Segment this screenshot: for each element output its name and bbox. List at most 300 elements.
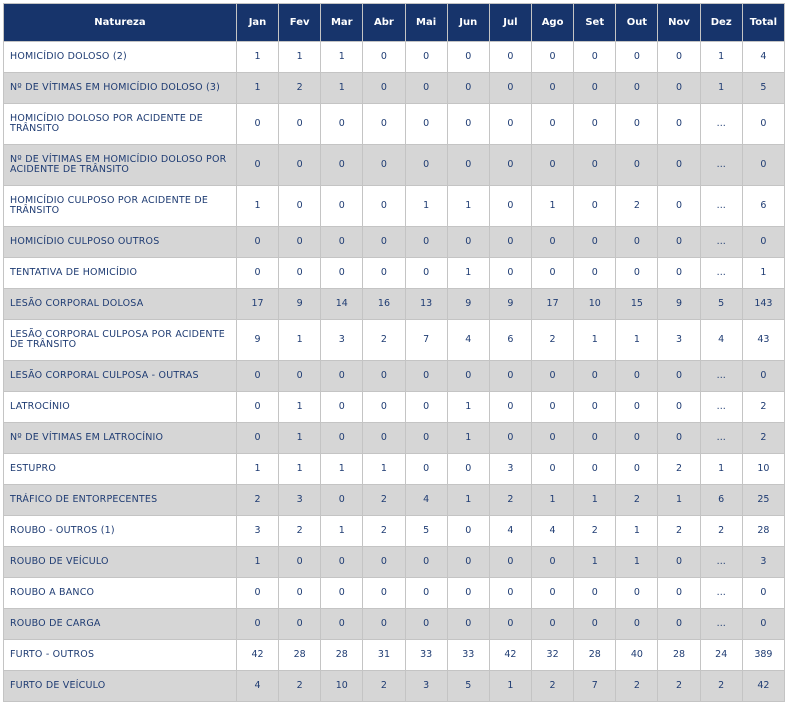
month-value-cell: 5 xyxy=(448,671,489,701)
month-value-cell: 0 xyxy=(532,423,573,453)
month-value-cell: ... xyxy=(701,423,742,453)
month-value-cell: 0 xyxy=(237,145,278,185)
natureza-cell: Nº DE VÍTIMAS EM HOMICÍDIO DOLOSO (3) xyxy=(4,73,236,103)
month-value-cell: 0 xyxy=(279,361,320,391)
header-out: Out xyxy=(616,4,657,41)
month-value-cell: 0 xyxy=(448,104,489,144)
table-row xyxy=(4,547,784,577)
month-value-cell: 0 xyxy=(406,258,447,288)
month-value-cell: 4 xyxy=(237,671,278,701)
month-value-cell: 0 xyxy=(490,423,531,453)
month-value-cell: ... xyxy=(701,361,742,391)
month-value-cell: 3 xyxy=(658,320,699,360)
table-row xyxy=(4,392,784,422)
month-value-cell: 0 xyxy=(321,423,362,453)
total-cell: 143 xyxy=(743,289,784,319)
month-value-cell: 0 xyxy=(490,547,531,577)
total-cell: 0 xyxy=(743,578,784,608)
month-value-cell: 0 xyxy=(616,361,657,391)
month-value-cell: 1 xyxy=(448,392,489,422)
month-value-cell: 0 xyxy=(658,145,699,185)
month-value-cell: 28 xyxy=(279,640,320,670)
month-value-cell: 9 xyxy=(490,289,531,319)
natureza-cell: FURTO - OUTROS xyxy=(4,640,236,670)
month-value-cell: 0 xyxy=(406,42,447,72)
month-value-cell: 0 xyxy=(406,609,447,639)
month-value-cell: 0 xyxy=(406,547,447,577)
month-value-cell: 0 xyxy=(532,73,573,103)
month-value-cell: 10 xyxy=(574,289,615,319)
header-set: Set xyxy=(574,4,615,41)
month-value-cell: 2 xyxy=(701,671,742,701)
month-value-cell: 0 xyxy=(574,578,615,608)
total-cell: 0 xyxy=(743,609,784,639)
month-value-cell: ... xyxy=(701,578,742,608)
month-value-cell: 0 xyxy=(406,454,447,484)
month-value-cell: 0 xyxy=(616,42,657,72)
header-abr: Abr xyxy=(363,4,404,41)
table-row xyxy=(4,361,784,391)
month-value-cell: 0 xyxy=(490,73,531,103)
month-value-cell: 1 xyxy=(658,485,699,515)
month-value-cell: ... xyxy=(701,104,742,144)
month-value-cell: 1 xyxy=(448,423,489,453)
month-value-cell: 0 xyxy=(237,361,278,391)
month-value-cell: 42 xyxy=(490,640,531,670)
month-value-cell: 0 xyxy=(616,73,657,103)
table-row xyxy=(4,516,784,546)
month-value-cell: 1 xyxy=(237,186,278,226)
total-cell: 0 xyxy=(743,361,784,391)
month-value-cell: 2 xyxy=(490,485,531,515)
month-value-cell: 0 xyxy=(279,547,320,577)
month-value-cell: 33 xyxy=(406,640,447,670)
month-value-cell: 1 xyxy=(406,186,447,226)
month-value-cell: 0 xyxy=(532,104,573,144)
natureza-cell: FURTO DE VEÍCULO xyxy=(4,671,236,701)
month-value-cell: 1 xyxy=(574,320,615,360)
month-value-cell: 0 xyxy=(658,73,699,103)
month-value-cell: ... xyxy=(701,609,742,639)
month-value-cell: 10 xyxy=(321,671,362,701)
month-value-cell: 17 xyxy=(532,289,573,319)
month-value-cell: 0 xyxy=(490,392,531,422)
month-value-cell: 1 xyxy=(616,547,657,577)
month-value-cell: 0 xyxy=(321,609,362,639)
month-value-cell: 0 xyxy=(490,361,531,391)
natureza-cell: TENTATIVA DE HOMICÍDIO xyxy=(4,258,236,288)
month-value-cell: 0 xyxy=(279,578,320,608)
month-value-cell: 28 xyxy=(574,640,615,670)
natureza-cell: LATROCÍNIO xyxy=(4,392,236,422)
month-value-cell: 2 xyxy=(616,671,657,701)
table-row xyxy=(4,227,784,257)
month-value-cell: 0 xyxy=(406,423,447,453)
month-value-cell: 3 xyxy=(279,485,320,515)
month-value-cell: 40 xyxy=(616,640,657,670)
month-value-cell: 17 xyxy=(237,289,278,319)
month-value-cell: 0 xyxy=(448,547,489,577)
month-value-cell: 0 xyxy=(616,227,657,257)
month-value-cell: 0 xyxy=(532,361,573,391)
month-value-cell: 0 xyxy=(532,454,573,484)
month-value-cell: 0 xyxy=(616,578,657,608)
month-value-cell: 2 xyxy=(363,485,404,515)
month-value-cell: ... xyxy=(701,145,742,185)
month-value-cell: 1 xyxy=(532,485,573,515)
month-value-cell: 24 xyxy=(701,640,742,670)
header-jan: Jan xyxy=(237,4,278,41)
month-value-cell: 1 xyxy=(279,423,320,453)
month-value-cell: 0 xyxy=(363,258,404,288)
month-value-cell: 0 xyxy=(237,392,278,422)
month-value-cell: 1 xyxy=(279,392,320,422)
total-cell: 4 xyxy=(743,42,784,72)
month-value-cell: 1 xyxy=(237,42,278,72)
month-value-cell: 0 xyxy=(574,73,615,103)
total-cell: 1 xyxy=(743,258,784,288)
month-value-cell: 2 xyxy=(616,485,657,515)
month-value-cell: 9 xyxy=(658,289,699,319)
crime-statistics-table xyxy=(3,3,785,702)
month-value-cell: 0 xyxy=(532,258,573,288)
month-value-cell: 0 xyxy=(237,227,278,257)
total-cell: 6 xyxy=(743,186,784,226)
table-row xyxy=(4,671,784,701)
natureza-cell: LESÃO CORPORAL DOLOSA xyxy=(4,289,236,319)
natureza-cell: TRÁFICO DE ENTORPECENTES xyxy=(4,485,236,515)
month-value-cell: 0 xyxy=(574,423,615,453)
month-value-cell: 0 xyxy=(658,609,699,639)
month-value-cell: 0 xyxy=(574,454,615,484)
month-value-cell: 2 xyxy=(574,516,615,546)
month-value-cell: 1 xyxy=(237,73,278,103)
month-value-cell: 0 xyxy=(616,104,657,144)
month-value-cell: 0 xyxy=(363,227,404,257)
total-cell: 10 xyxy=(743,454,784,484)
natureza-cell: Nº DE VÍTIMAS EM HOMICÍDIO DOLOSO POR ACIDENTE DE TRÂNSITO xyxy=(4,145,236,185)
month-value-cell: 0 xyxy=(448,145,489,185)
month-value-cell: 0 xyxy=(532,392,573,422)
table-row xyxy=(4,104,784,144)
table-row xyxy=(4,423,784,453)
month-value-cell: 0 xyxy=(448,454,489,484)
month-value-cell: 2 xyxy=(532,671,573,701)
month-value-cell: 0 xyxy=(490,186,531,226)
month-value-cell: 1 xyxy=(321,516,362,546)
table-row xyxy=(4,258,784,288)
month-value-cell: 0 xyxy=(363,186,404,226)
month-value-cell: 1 xyxy=(321,73,362,103)
month-value-cell: 0 xyxy=(279,145,320,185)
month-value-cell: 5 xyxy=(406,516,447,546)
month-value-cell: 0 xyxy=(616,423,657,453)
month-value-cell: 0 xyxy=(321,578,362,608)
month-value-cell: 1 xyxy=(321,42,362,72)
month-value-cell: 0 xyxy=(448,42,489,72)
total-cell: 0 xyxy=(743,104,784,144)
natureza-cell: ESTUPRO xyxy=(4,454,236,484)
table-row xyxy=(4,485,784,515)
month-value-cell: 9 xyxy=(279,289,320,319)
header-row xyxy=(4,4,784,41)
natureza-cell: HOMICÍDIO DOLOSO (2) xyxy=(4,42,236,72)
month-value-cell: 0 xyxy=(658,258,699,288)
month-value-cell: 0 xyxy=(321,186,362,226)
month-value-cell: 1 xyxy=(701,73,742,103)
total-cell: 42 xyxy=(743,671,784,701)
month-value-cell: 0 xyxy=(490,104,531,144)
month-value-cell: 1 xyxy=(321,454,362,484)
natureza-cell: Nº DE VÍTIMAS EM LATROCÍNIO xyxy=(4,423,236,453)
header-total: Total xyxy=(743,4,784,41)
month-value-cell: 42 xyxy=(237,640,278,670)
month-value-cell: 9 xyxy=(448,289,489,319)
month-value-cell: 3 xyxy=(321,320,362,360)
month-value-cell: 0 xyxy=(532,42,573,72)
month-value-cell: 0 xyxy=(279,186,320,226)
table-row xyxy=(4,73,784,103)
natureza-cell: HOMICÍDIO DOLOSO POR ACIDENTE DE TRÂNSITO xyxy=(4,104,236,144)
total-cell: 43 xyxy=(743,320,784,360)
month-value-cell: 0 xyxy=(574,42,615,72)
month-value-cell: 1 xyxy=(448,258,489,288)
month-value-cell: 0 xyxy=(658,227,699,257)
month-value-cell: 0 xyxy=(490,42,531,72)
month-value-cell: 0 xyxy=(363,104,404,144)
month-value-cell: 0 xyxy=(448,73,489,103)
month-value-cell: 3 xyxy=(406,671,447,701)
month-value-cell: 2 xyxy=(363,320,404,360)
month-value-cell: 2 xyxy=(363,516,404,546)
month-value-cell: 0 xyxy=(532,547,573,577)
month-value-cell: 0 xyxy=(658,361,699,391)
month-value-cell: 15 xyxy=(616,289,657,319)
month-value-cell: 0 xyxy=(406,578,447,608)
month-value-cell: 5 xyxy=(701,289,742,319)
month-value-cell: 2 xyxy=(279,73,320,103)
month-value-cell: 0 xyxy=(490,258,531,288)
month-value-cell: 1 xyxy=(490,671,531,701)
total-cell: 2 xyxy=(743,392,784,422)
month-value-cell: 0 xyxy=(321,485,362,515)
month-value-cell: 33 xyxy=(448,640,489,670)
month-value-cell: 0 xyxy=(363,423,404,453)
month-value-cell: 0 xyxy=(574,186,615,226)
month-value-cell: 1 xyxy=(363,454,404,484)
month-value-cell: 0 xyxy=(616,454,657,484)
month-value-cell: 0 xyxy=(363,547,404,577)
month-value-cell: 0 xyxy=(574,145,615,185)
month-value-cell: 6 xyxy=(490,320,531,360)
month-value-cell: 13 xyxy=(406,289,447,319)
total-cell: 2 xyxy=(743,423,784,453)
month-value-cell: 0 xyxy=(321,361,362,391)
month-value-cell: 16 xyxy=(363,289,404,319)
header-nov: Nov xyxy=(658,4,699,41)
month-value-cell: 7 xyxy=(406,320,447,360)
total-cell: 3 xyxy=(743,547,784,577)
month-value-cell: 2 xyxy=(658,516,699,546)
table-row xyxy=(4,640,784,670)
month-value-cell: 0 xyxy=(574,361,615,391)
natureza-cell: HOMICÍDIO CULPOSO POR ACIDENTE DE TRÂNSITO xyxy=(4,186,236,226)
natureza-cell: HOMICÍDIO CULPOSO OUTROS xyxy=(4,227,236,257)
month-value-cell: 0 xyxy=(574,258,615,288)
month-value-cell: 1 xyxy=(616,516,657,546)
table-row xyxy=(4,186,784,226)
month-value-cell: 3 xyxy=(237,516,278,546)
month-value-cell: 0 xyxy=(658,547,699,577)
natureza-cell: ROUBO DE VEÍCULO xyxy=(4,547,236,577)
table-row xyxy=(4,145,784,185)
month-value-cell: 0 xyxy=(321,392,362,422)
month-value-cell: 28 xyxy=(658,640,699,670)
month-value-cell: ... xyxy=(701,258,742,288)
table-row xyxy=(4,320,784,360)
month-value-cell: 0 xyxy=(574,392,615,422)
month-value-cell: 0 xyxy=(363,73,404,103)
month-value-cell: 0 xyxy=(406,227,447,257)
table-row xyxy=(4,454,784,484)
month-value-cell: 4 xyxy=(701,320,742,360)
month-value-cell: 0 xyxy=(532,227,573,257)
table-row xyxy=(4,42,784,72)
month-value-cell: 0 xyxy=(490,145,531,185)
month-value-cell: 3 xyxy=(490,454,531,484)
total-cell: 28 xyxy=(743,516,784,546)
header-fev: Fev xyxy=(279,4,320,41)
total-cell: 0 xyxy=(743,227,784,257)
header-ago: Ago xyxy=(532,4,573,41)
month-value-cell: 0 xyxy=(616,392,657,422)
month-value-cell: 32 xyxy=(532,640,573,670)
header-natureza: Natureza xyxy=(4,4,236,41)
natureza-cell: ROUBO A BANCO xyxy=(4,578,236,608)
month-value-cell: 0 xyxy=(363,145,404,185)
month-value-cell: 2 xyxy=(532,320,573,360)
natureza-cell: ROUBO DE CARGA xyxy=(4,609,236,639)
month-value-cell: 31 xyxy=(363,640,404,670)
natureza-cell: LESÃO CORPORAL CULPOSA POR ACIDENTE DE TRÂNSITO xyxy=(4,320,236,360)
header-jul: Jul xyxy=(490,4,531,41)
month-value-cell: 0 xyxy=(448,516,489,546)
month-value-cell: 0 xyxy=(363,609,404,639)
month-value-cell: 14 xyxy=(321,289,362,319)
month-value-cell: 28 xyxy=(321,640,362,670)
month-value-cell: 2 xyxy=(616,186,657,226)
month-value-cell: 4 xyxy=(532,516,573,546)
month-value-cell: 9 xyxy=(237,320,278,360)
month-value-cell: ... xyxy=(701,392,742,422)
month-value-cell: 1 xyxy=(532,186,573,226)
month-value-cell: 0 xyxy=(490,578,531,608)
month-value-cell: 1 xyxy=(448,485,489,515)
month-value-cell: 0 xyxy=(574,227,615,257)
month-value-cell: 0 xyxy=(658,186,699,226)
month-value-cell: 1 xyxy=(237,454,278,484)
month-value-cell: 0 xyxy=(658,42,699,72)
header-mai: Mai xyxy=(406,4,447,41)
month-value-cell: 1 xyxy=(237,547,278,577)
table-body xyxy=(4,42,784,701)
month-value-cell: 1 xyxy=(448,186,489,226)
month-value-cell: 7 xyxy=(574,671,615,701)
month-value-cell: 0 xyxy=(237,104,278,144)
month-value-cell: 0 xyxy=(279,227,320,257)
month-value-cell: 0 xyxy=(279,104,320,144)
month-value-cell: 1 xyxy=(616,320,657,360)
month-value-cell: 0 xyxy=(532,578,573,608)
month-value-cell: 2 xyxy=(363,671,404,701)
header-mar: Mar xyxy=(321,4,362,41)
month-value-cell: 2 xyxy=(279,516,320,546)
month-value-cell: 1 xyxy=(701,454,742,484)
month-value-cell: 1 xyxy=(279,42,320,72)
month-value-cell: 0 xyxy=(321,227,362,257)
month-value-cell: 0 xyxy=(616,609,657,639)
month-value-cell: 0 xyxy=(658,423,699,453)
month-value-cell: 0 xyxy=(448,609,489,639)
month-value-cell: 0 xyxy=(406,392,447,422)
total-cell: 5 xyxy=(743,73,784,103)
month-value-cell: 1 xyxy=(279,454,320,484)
month-value-cell: ... xyxy=(701,186,742,226)
month-value-cell: 1 xyxy=(574,547,615,577)
month-value-cell: 1 xyxy=(279,320,320,360)
month-value-cell: 0 xyxy=(574,104,615,144)
month-value-cell: 0 xyxy=(363,361,404,391)
month-value-cell: 1 xyxy=(574,485,615,515)
month-value-cell: 6 xyxy=(701,485,742,515)
month-value-cell: 2 xyxy=(658,671,699,701)
month-value-cell: 2 xyxy=(279,671,320,701)
month-value-cell: 0 xyxy=(658,104,699,144)
month-value-cell: 0 xyxy=(532,145,573,185)
month-value-cell: 0 xyxy=(406,73,447,103)
month-value-cell: 2 xyxy=(701,516,742,546)
month-value-cell: 0 xyxy=(237,609,278,639)
natureza-cell: ROUBO - OUTROS (1) xyxy=(4,516,236,546)
month-value-cell: 0 xyxy=(574,609,615,639)
month-value-cell: 0 xyxy=(448,227,489,257)
month-value-cell: 0 xyxy=(658,392,699,422)
month-value-cell: 0 xyxy=(616,145,657,185)
month-value-cell: 0 xyxy=(237,423,278,453)
month-value-cell: 4 xyxy=(406,485,447,515)
month-value-cell: 4 xyxy=(490,516,531,546)
month-value-cell: 0 xyxy=(490,609,531,639)
month-value-cell: 2 xyxy=(237,485,278,515)
natureza-cell: LESÃO CORPORAL CULPOSA - OUTRAS xyxy=(4,361,236,391)
month-value-cell: 0 xyxy=(448,578,489,608)
month-value-cell: 0 xyxy=(363,42,404,72)
total-cell: 389 xyxy=(743,640,784,670)
month-value-cell: 0 xyxy=(448,361,489,391)
month-value-cell: ... xyxy=(701,547,742,577)
month-value-cell: 0 xyxy=(279,258,320,288)
month-value-cell: 1 xyxy=(701,42,742,72)
month-value-cell: 0 xyxy=(532,609,573,639)
table-row xyxy=(4,578,784,608)
month-value-cell: 0 xyxy=(321,145,362,185)
header-jun: Jun xyxy=(448,4,489,41)
month-value-cell: ... xyxy=(701,227,742,257)
total-cell: 0 xyxy=(743,145,784,185)
total-cell: 25 xyxy=(743,485,784,515)
table-row xyxy=(4,289,784,319)
month-value-cell: 0 xyxy=(321,104,362,144)
